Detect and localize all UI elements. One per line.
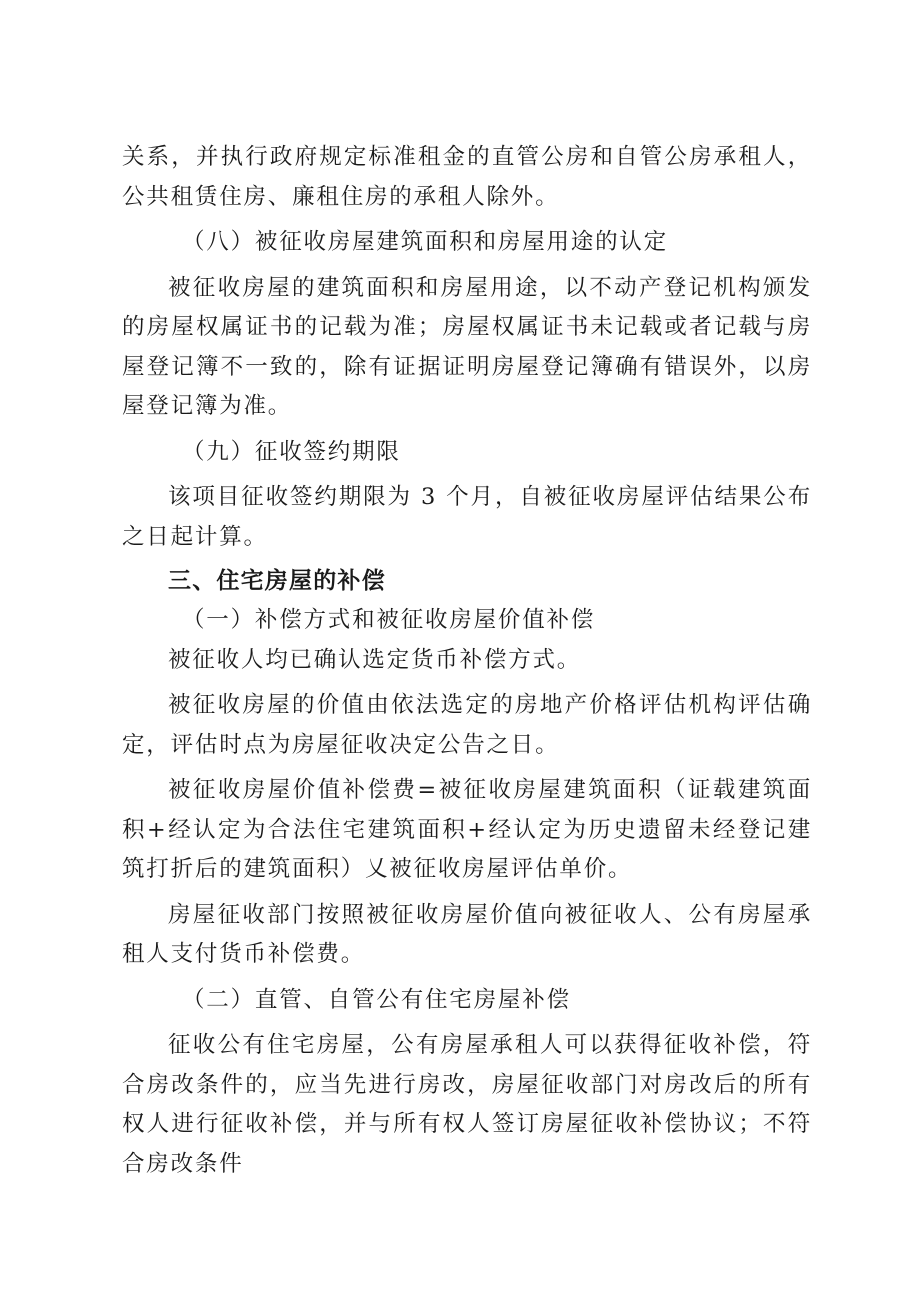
subheading-public-housing: （二）直管、自管公有住宅房屋补偿 <box>182 986 571 1013</box>
document-body <box>122 138 812 1184</box>
paragraph-payment: 房屋征收部门按照被征收房屋价值向被征收人、公有房屋承租人支付货币补偿费。 <box>122 901 812 967</box>
subheading-compensation-method: （一）补偿方式和被征收房屋价值补偿 <box>182 607 596 633</box>
section-heading-residential-compensation: 三、住宅房屋的补偿 <box>168 568 386 594</box>
paragraph-monetary-choice: 被征收人均已确认选定货币补偿方式。 <box>168 646 582 673</box>
paragraph-area-determination: 被征收房屋的建筑面积和房屋用途，以不动产登记机构颁发的房屋权属证书的记载为准；房屋权属证书未记载或者记载与房屋登记簿不一致的，除有证据证明房屋登记簿确有错误外，以房屋登记簿为准。 <box>122 274 812 419</box>
paragraph-valuation: 被征收房屋的价值由依法选定的房地产价格评估机构评估确定，评估时点为房屋征收决定公告之日。 <box>122 692 812 758</box>
subheading-signing-period: （九）征收签约期限 <box>182 438 401 465</box>
paragraph-compensation-formula: 被征收房屋价值补偿费=被征收房屋建筑面积（证载建筑面积+经认定为合法住宅建筑面积+经认定为历史遗留未经登记建筑打折后的建筑面积）乂被征收房屋评估单价。 <box>122 777 812 882</box>
subheading-area-and-use: （八）被征收房屋建筑面积和房屋用途的认定 <box>182 229 669 255</box>
paragraph-signing-period: 该项目征收签约期限为 3 个月，自被征收房屋评估结果公布之日起计算。 <box>122 484 812 550</box>
paragraph-tenant-relationship: 关系，并执行政府规定标准租金的直管公房和自管公房承租人，公共租赁住房、廉租住房的承租人除外。 <box>122 144 812 210</box>
paragraph-public-housing: 征收公有住宅房屋，公有房屋承租人可以获得征收补偿，符合房改条件的，应当先进行房改，房屋征收部门对房改后的所有权人进行征收补偿，并与所有权人签订房屋征收补偿协议；不符合房改条件 <box>122 1032 812 1177</box>
